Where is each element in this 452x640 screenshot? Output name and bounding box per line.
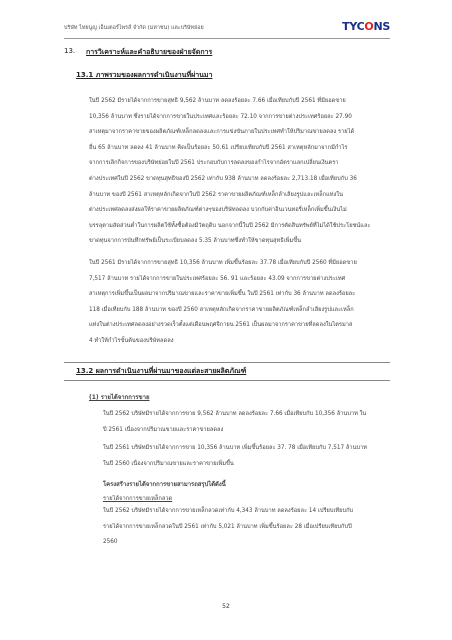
section-title: การวิเคราะห์และคำอธิบายของฝ่ายจัดการ bbox=[86, 48, 213, 56]
subsection-title-13-1: 13.1 ภาพรวมของผลการดำเนินงานที่ผ่านมา bbox=[76, 71, 213, 79]
paragraph-2561-overview: ในปี 2561 มีรายได้จากการขายสุทธิ 10,356 ล้านบาท เพิ่มขึ้นร้อยละ 37.78 เมื่อเทียบกับปี 2560 ที่มียอดขาย 7,517 ล้านบาท รายได้จากการขายในประเทศร้อยละ 56. 91 และร้อยละ 43.09 จากการขายต่างประเทศ สาเหตุการเพิ่มขึ้นเป็นผลมาจากปริมาณขายและราคาขายเพิ่มขึ้น ในปี 2561 เท่ากับ 36 ล้านบาท ลดลงร้อยละ 118 เมื่อเทียบกับ 188 ล้านบาท ของปี 2560 สาเหตุหลักเกิดจากราคาขายผลิตภัณฑ์เหล็กลำเลียงรูปและเหล็ก แท่งในต่างประเทศลดลงอย่างรวดเร็วตั้งแต่เดือนพฤศจิกายน 2561 เป็นผลมาจากราคาขายที่ลดลงในไตรมาส 4 ทำให้กำไรขั้นต้นของบริษัทลดลง bbox=[89, 260, 357, 344]
section-number: 13. bbox=[64, 47, 76, 55]
section-divider-top bbox=[64, 362, 390, 363]
company-name: บริษัท ไทยนูญ เอ็นเตอร์ไพรส์ จำกัด (มหาชน) และบริษัทย่อย bbox=[64, 25, 204, 31]
header-divider bbox=[64, 38, 390, 39]
paragraph-sales-2562: ในปี 2562 บริษัทมีรายได้จากการขาย 9,562 ล้านบาท ลดลงร้อยละ 7.66 เมื่อเทียบกับ 10,356 ล้านบาท ใน ปี 2561 เนื่องจากปริมาณขายและราคาขายลดลง bbox=[103, 411, 367, 433]
page-number: 52 bbox=[222, 603, 230, 610]
sales-revenue-heading: (1) รายได้จากการขาย bbox=[89, 394, 150, 401]
subsection-title-13-2: 13.2 ผลการดำเนินงานที่ผ่านมาของแต่ละสายผลิตภัณฑ์ bbox=[76, 367, 247, 375]
wire-rod-revenue-heading: รายได้จากการขายเหล็กลวด bbox=[103, 496, 173, 502]
revenue-structure-heading: โครงสร้างรายได้จากการขายสามารถสรุปได้ดังนี้ bbox=[103, 482, 226, 488]
paragraph-sales-2561: ในปี 2561 บริษัทมีรายได้จากการขาย 10,356 ล้านบาท เพิ่มขึ้นร้อยละ 37. 78 เมื่อเทียบกับ 7,517 ล้านบาท ในปี 2560 เนื่องจากปริมาณขายและราคาขายเพิ่มขึ้น bbox=[103, 445, 368, 467]
page-header bbox=[64, 20, 390, 38]
section-divider-bottom bbox=[64, 380, 390, 381]
paragraph-2562-overview: ในปี 2562 มีรายได้จากการขายสุทธิ 9,562 ล้านบาท ลดลงร้อยละ 7.66 เมื่อเทียบกับปี 2561 ที่มียอดขาย 10,356 ล้านบาท ซึ่งรายได้จากการขายในประเทศและร้อยละ 72.10 จากการขายต่างประเทศร้อยละ 27.90 สาเหตุมาจากราคาขายของผลิตภัณฑ์เหล็กลดลงและการแข่งขันภายในประเทศทำให้ปริมาณขายลดลง รายได้ อื่น 65 ล้านบาท ลดลง 41 ล้านบาท คิดเป็นร้อยละ 50.61 เปรียบเทียบกับปี 2561 สาเหตุหลักมาจากมีกำไร จากการเลิกกิจการของบริษัทย่อยในปี 2561 ประกอบกับการลดลงของกำไรจากอัตราแลกเปลี่ยนเงินตรา ต่างประเทศในปี 2562 ขาดทุนสุทธิของปี 2562 เท่ากับ 938 ล้านบาท ลดลงร้อยละ 2,713.18 เมื่อเทียบกับ 36 ล้านบาท ของปี 2561 สาเหตุหลักเกิดจากในปี 2562 ราคาขายผลิตภัณฑ์เหล็กลำเลียงรูปและเหล็กแท่งใน ต่างประเทศลดลงส่งผลให้ราคาขายผลิตภัณฑ์ต่างๆของบริษัทลดลง บวกกับค่าอินเวนทอรี่เหล็กเพิ่มขึ้นเงินไม่ บรรลุตามสัดส่วนต่ำในการผลิตใช้ทั้งซื้อต้องมีวัตถุดิบ นอกจากนี้ในปี 2562 มีการตัดสินทรัพย์ที่ไม่ได้ใช้ประโยชน์และ ขาดทุนจากการบันทึกทรัพย์เป็นระเบียบลดลง 5.35 ล้านบาทซึ่งทำให้ขาดทุนสุทธิเพิ่มขึ้น bbox=[89, 98, 371, 245]
paragraph-wire-rod-revenue: ในปี 2562 บริษัทมีรายได้จากการขายเหล็กลวดเท่ากับ 4,343 ล้านบาท ลดลงร้อยละ 14 เปรียบเทียบกับ รายได้จากการขายเหล็กลวดในปี 2561 เท่ากับ 5,021 ล้านบาท เพิ่มขึ้นร้อยละ 28 เมื่อเปรียบเทียบกับปี 2560 bbox=[103, 508, 354, 546]
tycons-logo: TYCONS bbox=[342, 20, 390, 33]
